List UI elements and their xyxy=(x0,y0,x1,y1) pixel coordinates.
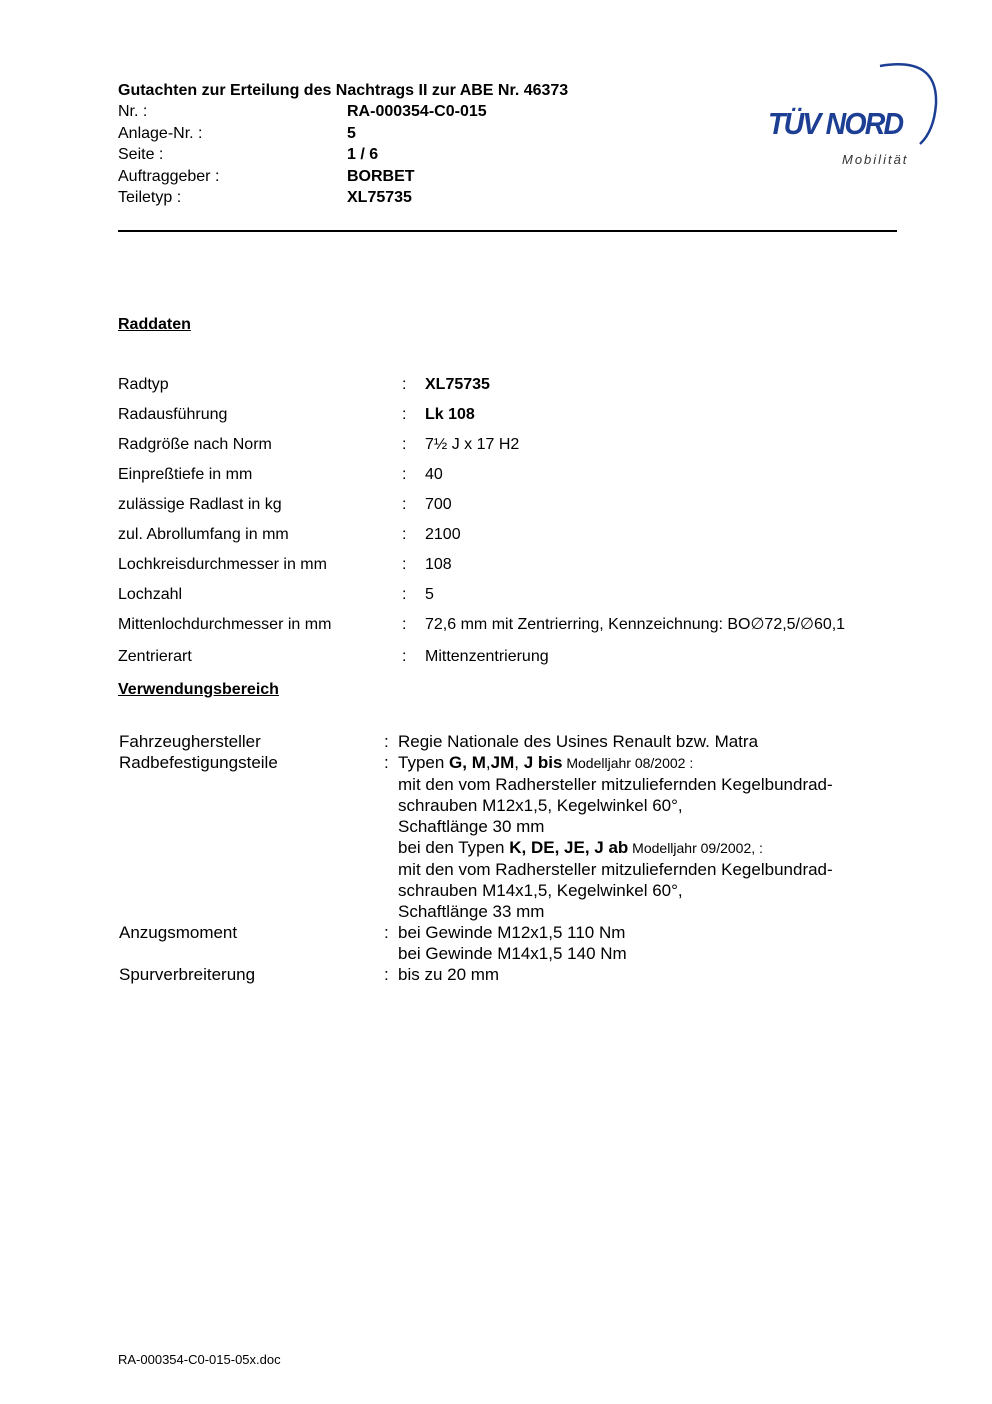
row-label: Einpreßtiefe in mm xyxy=(118,466,253,483)
verwendung-heading: Verwendungsbereich xyxy=(118,681,279,698)
usage-value-line: bei Gewinde M12x1,5 110 Nm xyxy=(398,923,626,942)
header-row-seite xyxy=(118,144,758,166)
raddaten-heading: Raddaten xyxy=(118,316,191,333)
header-label: Teiletyp : xyxy=(118,189,182,206)
usage-row-befestigung xyxy=(119,752,919,922)
row-label: Lochkreisdurchmesser in mm xyxy=(118,556,327,573)
row-label: Radgröße nach Norm xyxy=(118,436,272,453)
raddaten-row xyxy=(118,580,918,610)
row-label: Radausführung xyxy=(118,406,228,423)
raddaten-row xyxy=(118,460,918,490)
row-value: 700 xyxy=(425,496,452,513)
row-value: 5 xyxy=(425,586,434,603)
usage-colon: : xyxy=(384,923,389,942)
header-value: XL75735 xyxy=(347,189,412,206)
text: Modelljahr 08/2002 : xyxy=(562,755,694,771)
header-row-teiletyp xyxy=(118,187,758,209)
tuev-nord-logo xyxy=(760,56,945,171)
verwendung-table xyxy=(119,731,919,985)
usage-value-line: mit den vom Radhersteller mitzuliefernden Kegelbundrad- xyxy=(398,860,833,879)
usage-label: Anzugsmoment xyxy=(119,923,238,942)
header-row-nr xyxy=(118,101,758,123)
header-value: 1 / 6 xyxy=(347,146,379,163)
text: K, DE, JE, J xyxy=(509,838,604,857)
raddaten-table xyxy=(118,370,918,672)
row-label: Lochzahl xyxy=(118,586,183,603)
row-value: 72,6 mm mit Zentrierring, Kennzeichnung: BO∅72,5/∅60,1 xyxy=(425,616,846,633)
header-label: Seite : xyxy=(118,146,164,163)
header-label: Nr. : xyxy=(118,103,148,120)
usage-label: Fahrzeughersteller xyxy=(119,732,261,751)
footer-filename: RA-000354-C0-015-05x.doc xyxy=(118,1352,281,1367)
row-colon: : xyxy=(402,496,407,513)
raddaten-row xyxy=(118,400,918,430)
usage-value-line xyxy=(398,752,919,774)
header-divider xyxy=(118,230,897,232)
header-row-anlage xyxy=(118,123,758,145)
text: bei den Typen xyxy=(398,838,510,857)
usage-value-line: mit den vom Radhersteller mitzuliefernden Kegelbundrad- xyxy=(398,775,833,794)
raddaten-row xyxy=(118,430,918,460)
logo-brand: TÜV NORD xyxy=(768,106,903,141)
row-value: 108 xyxy=(425,556,452,573)
text: J bis xyxy=(523,753,563,772)
raddaten-row xyxy=(118,642,918,672)
text: G, M xyxy=(449,753,486,772)
usage-row-hersteller xyxy=(119,731,919,752)
usage-value: Regie Nationale des Usines Renault bzw. Matra xyxy=(398,732,759,751)
row-colon: : xyxy=(402,466,407,483)
usage-value-line: Schaftlänge 30 mm xyxy=(398,817,545,836)
usage-value-line: bei Gewinde M14x1,5 140 Nm xyxy=(398,944,627,963)
raddaten-row xyxy=(118,490,918,520)
row-value: 7½ J x 17 H2 xyxy=(425,436,520,453)
row-label: zul. Abrollumfang in mm xyxy=(118,526,289,543)
row-value: 2100 xyxy=(425,526,461,543)
row-value: XL75735 xyxy=(425,376,490,393)
row-label: zulässige Radlast in kg xyxy=(118,496,282,513)
usage-value: bis zu 20 mm xyxy=(398,965,500,984)
raddaten-row xyxy=(118,520,918,550)
text: ab xyxy=(603,838,629,857)
text: JM xyxy=(490,753,515,772)
row-colon: : xyxy=(402,556,407,573)
row-colon: : xyxy=(402,406,407,423)
header-label: Anlage-Nr. : xyxy=(118,124,203,142)
document-header xyxy=(118,80,758,209)
header-label: Auftraggeber : xyxy=(118,167,220,185)
usage-colon: : xyxy=(384,753,389,772)
row-colon: : xyxy=(402,586,407,603)
row-colon: : xyxy=(402,616,407,633)
text: , xyxy=(514,753,524,772)
row-value: Lk 108 xyxy=(425,406,475,423)
row-value: 40 xyxy=(425,466,443,483)
row-label: Radtyp xyxy=(118,376,169,393)
usage-row-anzug xyxy=(119,922,919,964)
row-colon: : xyxy=(402,526,407,543)
header-row-auftraggeber xyxy=(118,166,758,188)
usage-label: Radbefestigungsteile xyxy=(119,753,278,772)
raddaten-row xyxy=(118,370,918,400)
usage-value-line: schrauben M14x1,5, Kegelwinkel 60°, xyxy=(398,881,683,900)
text: , xyxy=(485,753,491,772)
header-value: 5 xyxy=(347,124,356,142)
header-value: BORBET xyxy=(347,167,415,185)
raddaten-row xyxy=(118,550,918,580)
header-value: RA-000354-C0-015 xyxy=(347,103,487,120)
usage-colon: : xyxy=(384,965,389,984)
usage-colon: : xyxy=(384,732,389,751)
row-colon: : xyxy=(402,648,407,665)
row-colon: : xyxy=(402,436,407,453)
logo-subtitle: Mobilität xyxy=(842,152,909,167)
text: Modelljahr 09/2002, : xyxy=(628,840,763,856)
usage-row-spur xyxy=(119,964,919,985)
row-colon: : xyxy=(402,376,407,393)
raddaten-row xyxy=(118,610,918,642)
document-title: Gutachten zur Erteilung des Nachtrags II zur ABE Nr. 46373 xyxy=(118,82,569,99)
usage-value-line xyxy=(398,837,919,859)
text: Typen xyxy=(398,753,450,772)
usage-value-line: schrauben M12x1,5, Kegelwinkel 60°, xyxy=(398,796,683,815)
usage-label: Spurverbreiterung xyxy=(119,965,256,984)
row-label: Zentrierart xyxy=(118,648,192,665)
row-label: Mittenlochdurchmesser in mm xyxy=(118,616,332,633)
row-value: Mittenzentrierung xyxy=(425,648,549,665)
usage-value-line: Schaftlänge 33 mm xyxy=(398,902,545,921)
